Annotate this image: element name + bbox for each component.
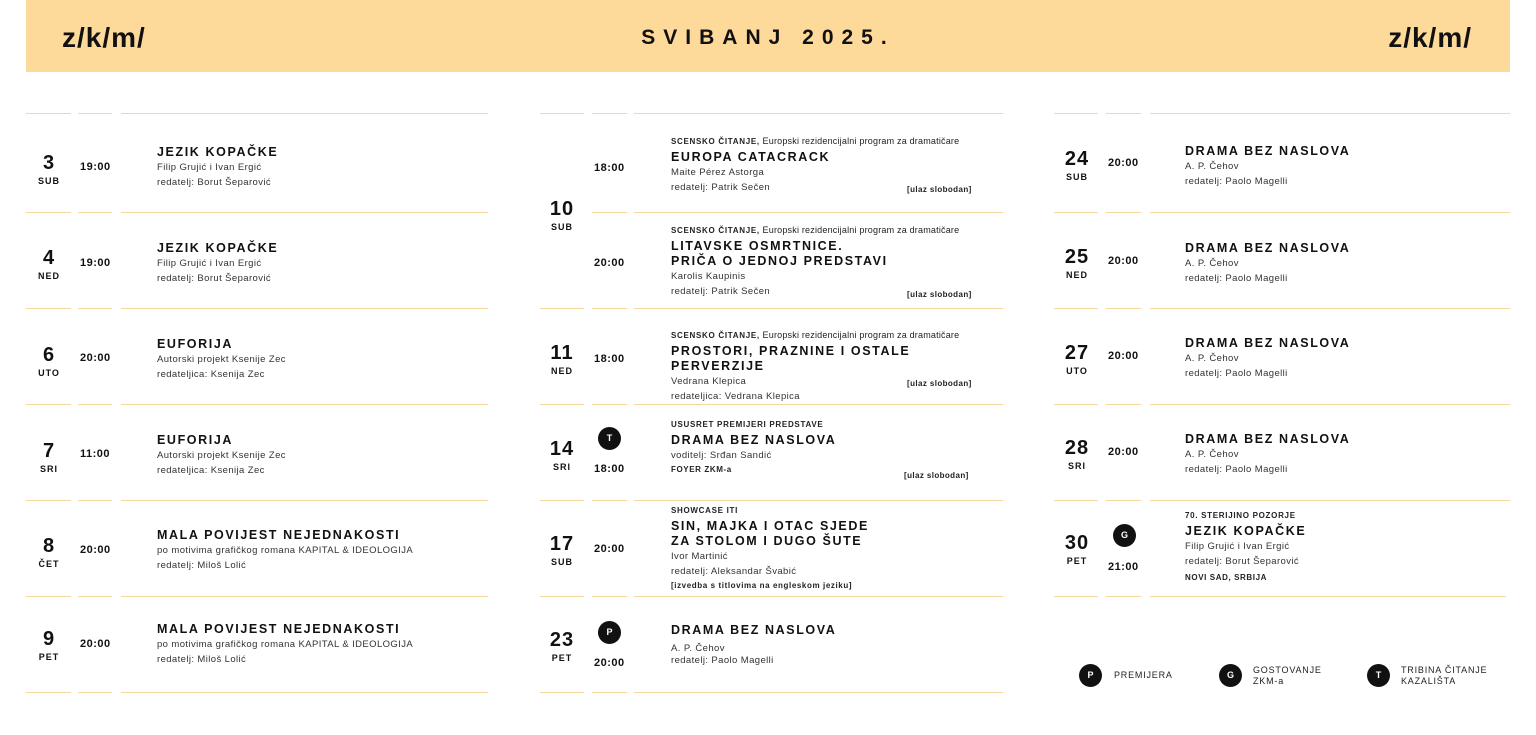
event-day: 14 [549,438,575,460]
event-time: 18:00 [594,353,625,365]
event-line: Filip Grujić i Ivan Ergić [157,162,262,173]
event-line: Autorski projekt Ksenije Zec [157,354,286,365]
event-day: 28 [1064,437,1090,459]
event-day: 17 [549,533,575,555]
tribina-badge-icon: T [1367,664,1390,687]
event-line: redatelj: Patrik Sečen [671,286,771,297]
event-date [1054,532,1100,566]
event-date [26,247,72,281]
event-time: 19:00 [80,257,111,269]
event-time: 20:00 [80,352,111,364]
event-line: po motivima grafičkog romana KAPITAL & IDEOLOGIJA [157,639,414,650]
event-date [539,342,585,376]
event-title[interactable]: EUROPA CATACRACK [671,150,831,164]
event-info [671,330,1001,404]
event-date [539,629,585,663]
event-weekday: PET [1066,556,1088,566]
event-weekday: PET [38,652,60,662]
event-line: Karolis Kaupinis [671,271,746,282]
zkm-logo-left[interactable]: z/k/m/ [62,22,146,53]
event-date [26,152,72,186]
event-title[interactable]: JEZIK KOPAČKE [157,145,279,159]
premiere-badge-icon: P [1079,664,1102,687]
event-date [1054,148,1100,182]
event-date [1054,437,1100,471]
event-time: 20:00 [1108,446,1139,458]
event-date [26,628,72,662]
event-info [671,505,1001,592]
event-day: 25 [1064,246,1090,268]
event-title-line2[interactable]: ZA STOLOM I DUGO ŠUTE [671,534,863,548]
guest-performance-badge-icon: G [1113,524,1136,547]
event-weekday: ČET [38,559,60,569]
event-weekday: SRI [1067,461,1086,471]
event-day: 24 [1064,148,1090,170]
event-line: A. P. Čehov [671,643,725,654]
event-time: 11:00 [80,448,111,460]
event-date [26,344,72,378]
event-day: 7 [42,440,56,462]
free-entry-note: [ulaz slobodan] [907,185,972,194]
event-title[interactable]: JEZIK KOPAČKE [157,241,279,255]
event-line: redatelj: Borut Šeparović [157,177,272,188]
event-line: redatelj: Paolo Magelli [1185,273,1288,284]
event-date [1054,342,1100,376]
event-weekday: SRI [552,462,571,472]
event-day: 23 [549,629,575,651]
event-info [157,238,278,286]
event-title[interactable]: SIN, MAJKA I OTAC SJEDE [671,519,869,533]
event-line: redatelj: Patrik Sečen [671,182,771,193]
event-category: SCENSKO ČITANJE, Europski rezidencijalni program za dramatičare [671,330,960,340]
event-title[interactable]: DRAMA BEZ NASLOVA [671,433,837,447]
event-title[interactable]: EUFORIJA [157,433,234,447]
event-time: 21:00 [1108,561,1139,573]
event-info [157,619,413,667]
event-weekday: UTO [38,368,60,378]
event-day: 30 [1064,532,1090,554]
event-line: redatelj: Miloš Lolić [157,560,247,571]
event-time: 20:00 [80,544,111,556]
event-category: SCENSKO ČITANJE, Europski rezidencijalni program za dramatičare [671,225,960,235]
event-line: Filip Grujić i Ivan Ergić [157,258,262,269]
free-entry-note: [ulaz slobodan] [904,471,969,480]
event-title[interactable]: DRAMA BEZ NASLOVA [1185,144,1351,158]
event-line: redateljica: Ksenija Zec [157,465,265,476]
event-info [671,225,1001,299]
event-info [1185,141,1350,189]
free-entry-note: [ulaz slobodan] [907,379,972,388]
event-time: 20:00 [80,638,111,650]
event-line: redatelj: Borut Šeparović [1185,556,1300,567]
event-title[interactable]: MALA POVIJEST NEJEDNAKOSTI [157,622,401,636]
event-weekday: NED [1065,270,1088,280]
event-weekday: PET [551,653,573,663]
event-line: Maite Pérez Astorga [671,167,765,178]
event-line: Ivor Martinić [671,551,728,562]
event-title[interactable]: LITAVSKE OSMRTNICE. [671,239,844,253]
event-title[interactable]: DRAMA BEZ NASLOVA [1185,432,1351,446]
legend-label: TRIBINA ČITANJE KAZALIŠTA [1401,665,1488,686]
event-info [157,142,278,190]
event-weekday: NED [37,271,60,281]
event-weekday: UTO [1066,366,1088,376]
event-line: redateljica: Vedrana Klepica [671,391,800,402]
header-bar [26,0,1510,72]
event-info [671,620,1001,668]
event-title-line2[interactable]: PRIČA O JEDNOJ PREDSTAVI [671,254,888,268]
event-line: redatelj: Paolo Magelli [1185,368,1288,379]
event-day: 27 [1064,342,1090,364]
event-date [26,440,72,474]
legend-label: GOSTOVANJE ZKM-a [1253,665,1322,686]
event-weekday: SUB [1065,172,1088,182]
event-line: redatelj: Paolo Magelli [671,655,774,666]
legend-label: PREMIJERA [1114,670,1173,680]
event-day: 9 [42,628,56,650]
event-day: 4 [42,247,56,269]
event-line: A. P. Čehov [1185,161,1239,172]
event-day: 10 [549,198,575,220]
event-date [539,198,585,232]
event-category: 70. STERIJINO POZORJE [1185,511,1296,520]
tribina-badge-icon: T [598,427,621,450]
event-title[interactable]: JEZIK KOPAČKE [1185,524,1307,538]
event-line: redatelj: Borut Šeparović [157,273,272,284]
event-date [1054,246,1100,280]
event-weekday: SRI [39,464,58,474]
event-category: USUSRET PREMIJERI PREDSTAVE [671,420,824,429]
free-entry-note: [ulaz slobodan] [907,290,972,299]
page-title: SVIBANJ 2025. [641,26,895,49]
event-line: A. P. Čehov [1185,353,1239,364]
event-weekday: NED [550,366,573,376]
event-weekday: SUB [550,557,573,567]
event-info [157,334,286,382]
event-line: voditelj: Srđan Sandić [671,450,772,461]
event-title[interactable]: EUFORIJA [157,337,234,351]
event-title[interactable]: DRAMA BEZ NASLOVA [1185,336,1351,350]
guest-performance-badge-icon: G [1219,664,1242,687]
event-line: redatelj: Paolo Magelli [1185,464,1288,475]
event-time: 20:00 [1108,350,1139,362]
event-date [539,438,585,472]
event-line: Vedrana Klepica [671,376,747,387]
event-line: po motivima grafičkog romana KAPITAL & IDEOLOGIJA [157,545,414,556]
event-date [26,535,72,569]
event-time: 20:00 [1108,255,1139,267]
subtitle-note: [izvedba s titlovima na engleskom jeziku] [671,581,853,590]
event-time: 20:00 [594,257,625,269]
event-time: 19:00 [80,161,111,173]
event-title[interactable]: DRAMA BEZ NASLOVA [671,623,837,637]
event-category: SCENSKO ČITANJE, Europski rezidencijalni program za dramatičare [671,136,960,146]
event-info [1185,429,1350,477]
event-line: redatelj: Paolo Magelli [1185,176,1288,187]
event-title[interactable]: MALA POVIJEST NEJEDNAKOSTI [157,528,401,542]
event-time: 20:00 [594,543,625,555]
event-day: 8 [42,535,56,557]
event-time: 20:00 [1108,157,1139,169]
event-info [1185,333,1350,381]
event-info [157,525,413,573]
event-time: 18:00 [594,162,625,174]
event-line: Filip Grujić i Ivan Ergić [1185,541,1290,552]
event-weekday: SUB [37,176,60,186]
event-line: redateljica: Ksenija Zec [157,369,265,380]
premiere-badge-icon: P [598,621,621,644]
event-day: 3 [42,152,56,174]
zkm-logo-right[interactable]: z/k/m/ [1388,22,1472,53]
event-line: redatelj: Aleksandar Švabić [671,566,797,577]
event-title[interactable]: PROSTORI, PRAZNINE I OSTALE PERVERZIJE [671,344,911,373]
event-weekday: SUB [550,222,573,232]
event-title[interactable]: DRAMA BEZ NASLOVA [1185,241,1351,255]
event-time: 20:00 [594,657,625,669]
event-time: 18:00 [594,463,625,475]
event-info [157,430,286,478]
event-day: 11 [550,342,574,364]
event-info [671,419,1001,476]
venue-note: FOYER ZKM-a [671,465,732,474]
event-line: redatelj: Miloš Lolić [157,654,247,665]
event-line: Autorski projekt Ksenije Zec [157,450,286,461]
event-line: A. P. Čehov [1185,449,1239,460]
event-line: A. P. Čehov [1185,258,1239,269]
event-info [1185,238,1350,286]
event-day: 6 [42,344,56,366]
event-category: SHOWCASE ITI [671,506,739,515]
event-info [1185,510,1306,584]
event-date [539,533,585,567]
venue-note: NOVI SAD, SRBIJA [1185,573,1268,582]
